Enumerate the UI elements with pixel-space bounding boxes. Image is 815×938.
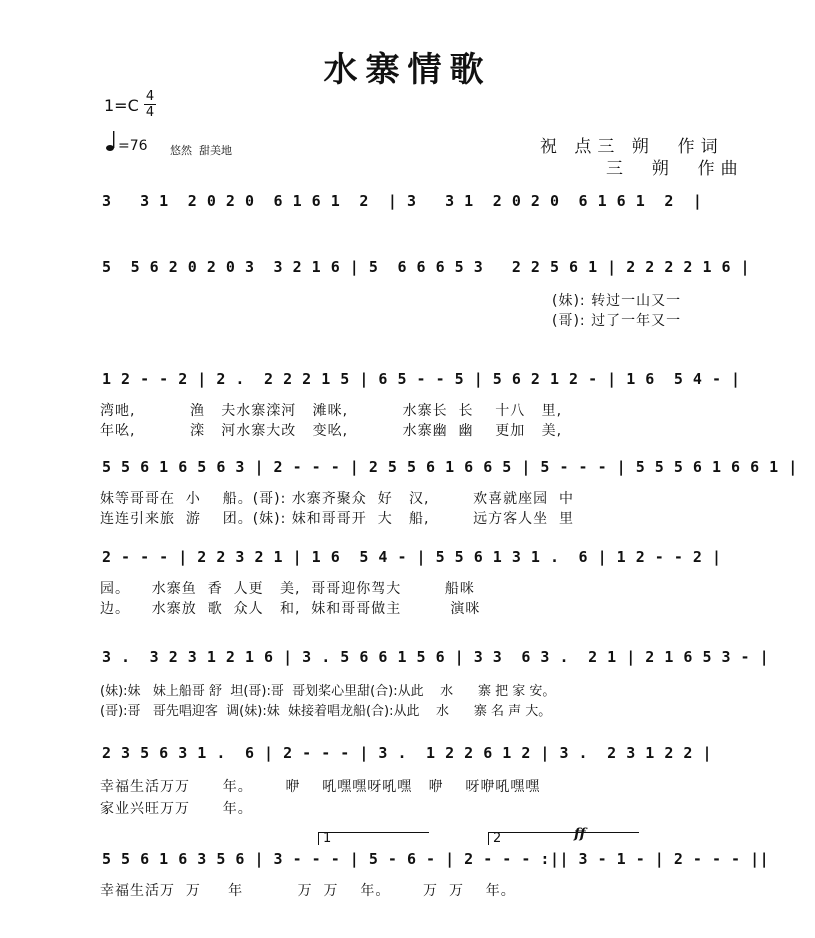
first-ending-bracket bbox=[318, 832, 429, 845]
time-signature-bottom: 4 bbox=[145, 105, 155, 120]
notation-line-6: 3 . 3 2 3 1 2 1 6 | 3 . 5 6 6 1 5 6 | 3 3 6 3 . 2 1 | 2 1 6 5 3 - | bbox=[102, 648, 770, 666]
lyric-line-6-verse-1: (妹):妹 妹上船哥 舒 坦(哥):哥 哥划桨心里甜(合):从此 水 寨 把 家 安。 bbox=[100, 684, 556, 699]
key-signature: 1=C bbox=[104, 96, 139, 115]
notation-line-7: 2 3 5 6 3 1 . 6 | 2 - - - | 3 . 1 2 2 6 1 2 | 3 . 2 3 1 2 2 | bbox=[102, 744, 712, 762]
song-title: 水寨情歌 bbox=[323, 50, 492, 90]
lyric-line-7-verse-2: 家业兴旺万万 年。 bbox=[100, 801, 253, 817]
lyricist-credit: 祝 点三 朔 作词 bbox=[540, 137, 724, 157]
lyric-line-4-verse-1: 妹等哥哥在 小 船。(哥): 水寨齐聚众 好 汉, 欢喜就座园 中 bbox=[100, 491, 574, 507]
lyric-line-5-verse-1: 园。 水寨鱼 香 人更 美, 哥哥迎你驾大 船咪 bbox=[100, 581, 475, 597]
lyric-line-5-verse-2: 边。 水寨放 歌 众人 和, 妹和哥哥做主 演咪 bbox=[100, 601, 481, 617]
tempo-marking: =76 bbox=[118, 138, 148, 154]
first-ending-number: 1 bbox=[323, 831, 332, 846]
notation-line-5: 2 - - - | 2 2 3 2 1 | 1 6 5 4 - | 5 5 6 1 3 1 . 6 | 1 2 - - 2 | bbox=[102, 548, 722, 566]
composer-credit: 三 朔 作曲 bbox=[606, 159, 744, 179]
second-ending-number: 2 bbox=[493, 831, 502, 846]
notation-line-3: 1 2 - - 2 | 2 . 2 2 2 1 5 | 6 5 - - 5 | 5 6 2 1 2 - | 1 6 5 4 - | bbox=[102, 370, 741, 388]
lyric-line-3-verse-2: 年吆, 滦 河水寨大改 变吆, 水寨幽 幽 更加 美, bbox=[100, 423, 563, 439]
second-ending-bracket bbox=[488, 832, 639, 845]
lyric-line-4-verse-2: 连连引来旅 游 团。(妹): 妹和哥哥开 大 船, 远方客人坐 里 bbox=[100, 511, 574, 527]
lyric-line-2-verse-2: (哥): 过了一年又一 bbox=[552, 313, 682, 329]
notation-line-2: 5 5 6 2 0 2 0 3 3 2 1 6 | 5 6 6 6 5 3 2 2 5 6 1 | 2 2 2 2 1 6 | bbox=[102, 258, 751, 276]
lyric-line-8-verse-1: 幸福生活万 万 年 万 万 年。 万 万 年。 bbox=[100, 883, 516, 899]
quarter-note-icon bbox=[106, 130, 116, 152]
expression-marking: 悠然 甜美地 bbox=[170, 144, 232, 157]
fortissimo-marking: ff bbox=[574, 826, 586, 842]
lyric-line-6-verse-2: (哥):哥 哥先唱迎客 调(妹):妹 妹接着唱龙船(合):从此 水 寨 名 声 大。 bbox=[100, 704, 552, 719]
lyric-line-3-verse-1: 湾吔, 渔 夫水寨滦河 滩咪, 水寨长 长 十八 里, bbox=[100, 403, 563, 419]
notation-line-8: 5 5 6 1 6 3 5 6 | 3 - - - | 5 - 6 - | 2 - - - :|| 3 - 1 - | 2 - - - || bbox=[102, 850, 770, 868]
notation-line-4: 5 5 6 1 6 5 6 3 | 2 - - - | 2 5 5 6 1 6 6 5 | 5 - - - | 5 5 5 6 1 6 6 1 | bbox=[102, 458, 798, 476]
lyric-line-2-verse-1: (妹): 转过一山又一 bbox=[552, 293, 682, 309]
time-signature-top: 4 bbox=[145, 89, 155, 104]
time-signature bbox=[144, 90, 156, 119]
lyric-line-7-verse-1: 幸福生活万万 年。 咿 吼嘿嘿呀吼嘿 咿 呀咿吼嘿嘿 bbox=[100, 779, 541, 795]
notation-line-1: 3 3 1 2 0 2 0 6 1 6 1 2 | 3 3 1 2 0 2 0 6 1 6 1 2 | bbox=[102, 192, 703, 210]
